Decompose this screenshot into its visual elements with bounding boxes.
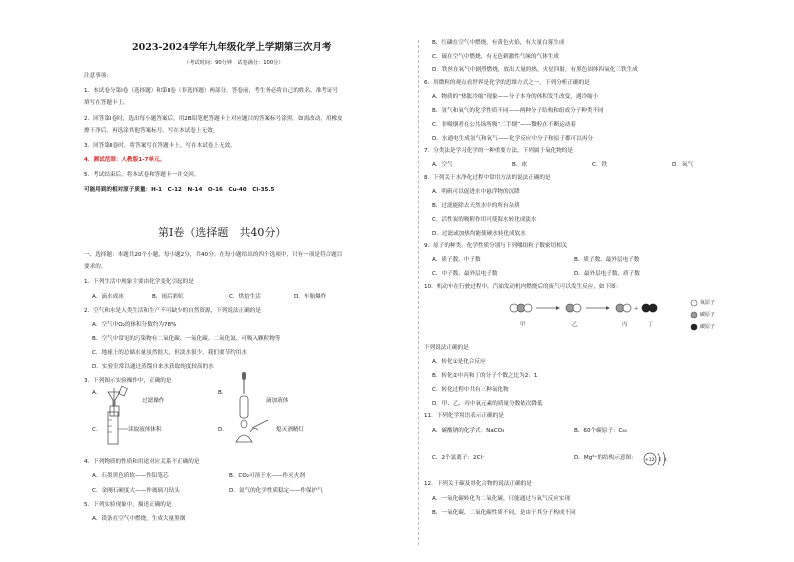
q4-stem: 4．下列物质的性质和用途对应关系不正确的是 xyxy=(84,459,200,465)
q9-option-d: D．最外层电子数、质子数 xyxy=(574,271,640,277)
q10-substem: 下列说法正确的是 xyxy=(424,345,469,351)
q4-option-c: C．金刚石硬度大——作玻璃刀钻头 xyxy=(92,488,180,494)
q7-option-d: D．氧气 xyxy=(672,162,694,168)
label-yi: 乙 xyxy=(572,322,578,328)
svg-text:8: 8 xyxy=(664,457,667,462)
q2-option-d: D．实验室常以通过蒸馏自来水获取纯度较高的水 xyxy=(92,364,214,370)
exam-info: （考试时间：90分钟 试卷满分：100分） xyxy=(184,60,284,66)
q10-option-d: D．甲、乙、丙中氧元素的质量分数依次降低 xyxy=(432,401,543,407)
q3-option-b: B． xyxy=(218,390,228,396)
alcohol-lamp-illustration xyxy=(232,418,272,446)
q2-option-b: B．空气中常见的污染物有二氧化碳、一氧化碳、二氧化氮、可吸入颗粒物等 xyxy=(92,336,281,342)
molecule-jia xyxy=(510,304,532,312)
page-title: 2023-2024学年九年级化学上学期第三次月考 xyxy=(132,42,332,53)
q3-option-d: D． xyxy=(218,427,228,433)
note-2a: 2．回答第Ⅰ卷时，选出每小题答案后，用2B铅笔把答题卡上对应题目的答案标号涂黑。如需改动，用橡皮 xyxy=(84,116,343,122)
legend-dark-marker xyxy=(691,324,697,330)
column-divider xyxy=(418,40,419,545)
legend-markers xyxy=(690,298,698,334)
q1-option-a: A．滴水成冰 xyxy=(92,294,124,300)
q12-option-a: A．一氧化碳转化为二氧化碳，只能通过与氧气反应实现 xyxy=(432,496,571,502)
q3-stem: 3．下列图示实验操作中，正确的是 xyxy=(84,378,172,384)
q8-stem: 8．下列关于水净化过程中常用方法的说法正确的是 xyxy=(424,175,551,181)
q2-option-a: A．空气中O₂的体积分数约为78% xyxy=(92,322,177,328)
q3-option-b-label: 滴加液体 xyxy=(266,398,289,404)
graduated-cylinder-illustration xyxy=(104,410,130,446)
note-1b: 填写在答题卡上。 xyxy=(84,100,129,106)
q5-option-b: B．红磷在空气中燃烧，有黄色火焰，有大量白雾生成 xyxy=(432,40,565,46)
q5-option-a: A．镁条在空气中燃烧，生成大量黑烟 xyxy=(92,516,186,522)
note-4: 4．测试范围：人教版1-7单元。 xyxy=(84,157,166,163)
q11-option-a: A．碳酸钠的化学式：NaCO₃ xyxy=(432,428,505,434)
q7-stem: 7．分类法是学习化学的一种重要方法。下列属于氧化物的是 xyxy=(424,148,573,154)
q7-option-a: A．空气 xyxy=(432,162,453,168)
label-bing: 丙 xyxy=(622,322,628,328)
legend-carbon-2: 碳原子 xyxy=(700,324,716,330)
q4-option-b: B．CO₂可溶于水——作灭火剂 xyxy=(229,473,305,479)
q2-stem: 2．空气和水是人类生活和生产不可缺少的自然资源，下列说法正确的是 xyxy=(84,308,261,314)
q6-option-c: C．非吸烟者在公共场所吸“二手烟”——微粒在不断运动着 xyxy=(432,122,576,128)
q1-stem: 1．下列生活中现象主要由化学变化引起的是 xyxy=(84,279,194,285)
q8-option-a: A．明矾可以促进水中悬浮物的沉降 xyxy=(432,189,520,195)
section-intro-b: 要求的。 xyxy=(84,264,107,270)
q4-option-d: D．氮气的化学性质稳定——作保护气 xyxy=(229,488,323,494)
legend-carbon: 碳原子 xyxy=(700,312,716,318)
notes-heading: 注意事项： xyxy=(84,73,112,79)
legend-carbon-marker xyxy=(691,312,697,318)
note-3: 3．回答第Ⅱ卷时，将答案写在答题卡上。写在本试卷上无效。 xyxy=(84,143,236,149)
q8-option-c: C．活性炭的吸附作用可使海水转化成淡水 xyxy=(432,217,537,223)
q5-stem: 5．下列实验现象中，描述正确的是 xyxy=(84,502,172,508)
molecule-bing xyxy=(616,304,631,312)
svg-text:+: + xyxy=(634,306,639,312)
note-5: 5．考试结束后，将本试卷和答题卡一并交回。 xyxy=(84,172,200,178)
note-1a: 1．本试卷分第Ⅰ卷（选择题）和第Ⅱ卷（非选择题）两部分。答卷前，考生务必将自己的姓名、准考证号 xyxy=(84,88,339,94)
q5-option-d: D．铁丝在氧气中剧烈燃烧，放出大量的热，火星四射，有黑色固体四氧化三铁生成 xyxy=(432,67,638,73)
q10-option-a: A．转化①是化合反应 xyxy=(432,359,486,365)
q10-option-b: B．转化②中丙和丁的分子个数之比为2：1 xyxy=(432,373,538,379)
q7-option-b: B．冰 xyxy=(512,162,528,168)
q6-option-b: B．氢气和氧气的化学性质不同——两种分子结构和组成分子种类不同 xyxy=(432,108,604,114)
q10-option-c: C．转化过程中共有三种氧化物 xyxy=(432,387,509,393)
q9-option-b: B．质子数、最外层电子数 xyxy=(574,257,640,263)
reaction-diagram xyxy=(504,296,676,330)
q3-option-a: A． xyxy=(92,390,102,396)
label-ding: 丁 xyxy=(648,322,654,328)
q3-option-a-label: 过滤操作 xyxy=(142,398,165,404)
dropper-illustration xyxy=(232,370,262,420)
svg-text:2: 2 xyxy=(658,457,662,462)
q6-stem: 6．用微粒的观点看世界是化学的思维方式之一，下列分析正确的是 xyxy=(424,80,590,86)
q5-option-c: C．硫在空气中燃烧，有无色刺激性气味的气体生成 xyxy=(432,54,559,60)
note-2b: 擦干净后，再选涂其他答案标号。写在本试卷上无效。 xyxy=(84,128,219,134)
molecule-yi xyxy=(566,304,581,312)
q8-option-d: D．过滤或加热均能使硬水转化成软水 xyxy=(432,231,526,237)
section-intro-a: 一、选择题：本题共20个小题，每小题2分，共40分。在每小题给出的四个选项中，只有一项是符合题目 xyxy=(84,252,343,258)
mg-ion-structure-diagram xyxy=(642,450,670,468)
q9-option-c: C．中子数、最外层电子数 xyxy=(432,271,498,277)
legend-oxygen-marker xyxy=(691,300,697,306)
q10-stem: 10．机动车在行驶过程中，汽油发动机内燃烧后的废气可以发生反应，如下图： xyxy=(424,284,622,290)
atomic-masses: 可能用到的相对原子质量：H-1 C-12 N-14 O-16 Cu-40 Cl-35.5 xyxy=(84,187,275,193)
q11-option-b: B．60个碳原子：C₆₀ xyxy=(574,428,627,434)
q11-stem: 11．下列化学用语表示正确的是 xyxy=(424,413,504,419)
q8-option-b: B．过滤能除去天然水中的所有杂质 xyxy=(432,203,520,209)
q12-stem: 12．下列关于碳及其化合物的说法正确的是 xyxy=(424,481,532,487)
q3-option-c-label: 读取液体体积 xyxy=(128,427,162,433)
q6-option-d: D．水通电生成氢气和氧气——化学反应中分子和原子都可以再分 xyxy=(432,136,593,142)
q3-option-c: C． xyxy=(92,427,102,433)
molecule-ding xyxy=(642,304,657,312)
q1-option-b: B．雨后彩虹 xyxy=(152,294,184,300)
legend-oxygen: 氧原子 xyxy=(700,300,716,306)
q3-option-d-label: 熄灭酒精灯 xyxy=(276,427,304,433)
label-jia: 甲 xyxy=(520,322,526,328)
q7-option-c: C．铁 xyxy=(592,162,608,168)
q1-option-c: C．烘焙生活 xyxy=(229,294,261,300)
right-column xyxy=(424,0,754,562)
q11-option-d: D．Mg²⁺的结构示意图： xyxy=(574,455,637,461)
left-column xyxy=(84,0,414,562)
q6-option-a: A．物质的“热胀冷缩”现象——分子本身的体积发生改变，遇冷缩小 xyxy=(432,94,599,100)
q11-option-c: C．2个氯离子：2Cl⁻ xyxy=(432,455,485,461)
q9-option-a: A．质子数、中子数 xyxy=(432,257,481,263)
section-title: 第Ⅰ卷（选择题 共40分） xyxy=(158,226,287,239)
q1-option-d: D．车胎爆炸 xyxy=(294,294,327,300)
q9-stem: 9．原子的种类、化学性质分别与下列哪组粒子数密切相关 xyxy=(424,243,568,249)
svg-text:+12: +12 xyxy=(645,458,655,463)
q12-option-b: B．一氧化碳、二氧化碳性质不同，是由于其分子构成不同 xyxy=(432,510,576,516)
q2-option-c: C．地球上的总储水量虽然很大，但淡水很少，我们要节约用水 xyxy=(92,350,247,356)
q4-option-a: A．石墨黑色质软——作铅笔芯 xyxy=(92,473,169,479)
